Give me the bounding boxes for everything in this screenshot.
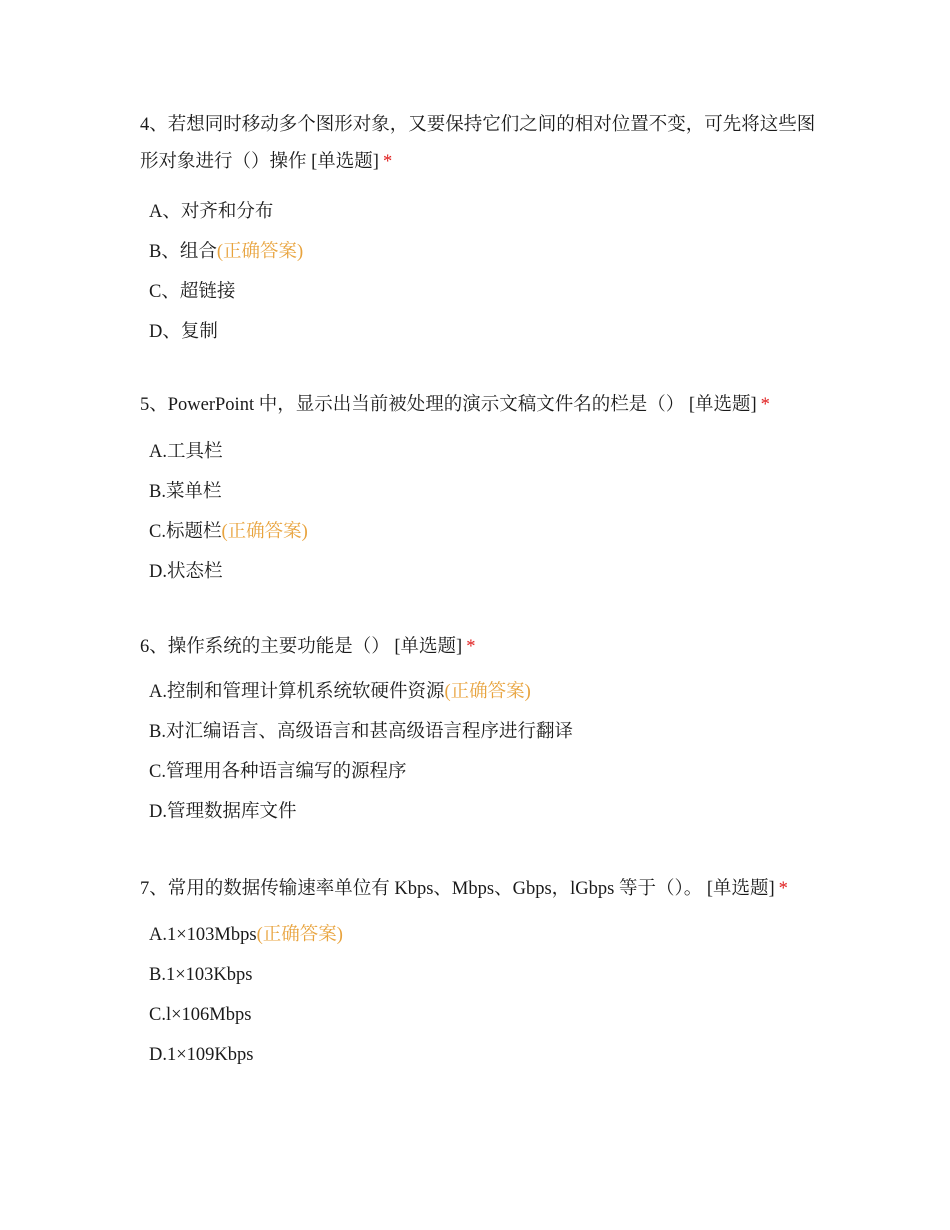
option-d[interactable]: D.管理数据库文件 bbox=[149, 802, 297, 822]
option-d[interactable]: D、复制 bbox=[149, 322, 218, 342]
question-4 bbox=[140, 107, 820, 352]
option-a[interactable]: A.控制和管理计算机系统软硬件资源(正确答案) bbox=[149, 682, 531, 702]
question-text: 6、操作系统的主要功能是（） [单选题] bbox=[140, 637, 463, 657]
option-c[interactable]: C、超链接 bbox=[149, 282, 236, 302]
option-a[interactable]: A.工具栏 bbox=[149, 442, 223, 462]
question-7 bbox=[140, 871, 820, 1075]
question-text: 7、常用的数据传输速率单位有 Kbps、Mbps、Gbps，lGbps 等于（）。 [单选题] bbox=[140, 879, 775, 899]
option-c[interactable]: C.l×106Mbps bbox=[149, 1005, 252, 1025]
required-mark: * bbox=[466, 637, 476, 657]
question-title bbox=[140, 387, 820, 424]
option-b[interactable]: B.对汇编语言、高级语言和甚高级语言程序进行翻译 bbox=[149, 722, 573, 742]
option-b[interactable]: B、组合(正确答案) bbox=[149, 242, 304, 262]
option-c[interactable]: C.标题栏(正确答案) bbox=[149, 522, 308, 542]
question-title bbox=[140, 629, 820, 666]
question-title bbox=[140, 871, 820, 908]
option-a[interactable]: A.1×103Mbps(正确答案) bbox=[149, 925, 343, 945]
question-text: 5、PowerPoint 中，显示出当前被处理的演示文稿文件名的栏是（） [单选题] bbox=[140, 395, 757, 415]
required-mark: * bbox=[778, 879, 788, 899]
required-mark: * bbox=[382, 152, 393, 172]
required-mark: * bbox=[760, 395, 770, 415]
option-b[interactable]: B.1×103Kbps bbox=[149, 965, 253, 985]
option-c[interactable]: C.管理用各种语言编写的源程序 bbox=[149, 762, 407, 782]
option-list bbox=[140, 432, 820, 592]
option-a[interactable]: A、对齐和分布 bbox=[149, 202, 274, 222]
correct-answer-tag: (正确答案) bbox=[221, 522, 308, 542]
correct-answer-tag: (正确答案) bbox=[256, 925, 343, 945]
option-list bbox=[140, 915, 820, 1075]
question-text: 4、若想同时移动多个图形对象，又要保持它们之间的相对位置不变，可先将这些图形对象进行（）操作 [单选题] bbox=[140, 115, 816, 172]
question-6 bbox=[140, 629, 820, 832]
option-b[interactable]: B.菜单栏 bbox=[149, 482, 222, 502]
question-5 bbox=[140, 387, 820, 592]
option-list bbox=[140, 672, 820, 832]
question-title bbox=[140, 107, 820, 181]
option-list bbox=[140, 192, 820, 352]
option-d[interactable]: D.状态栏 bbox=[149, 562, 223, 582]
option-d[interactable]: D.1×109Kbps bbox=[149, 1045, 254, 1065]
correct-answer-tag: (正确答案) bbox=[444, 682, 531, 702]
correct-answer-tag: (正确答案) bbox=[216, 242, 304, 262]
